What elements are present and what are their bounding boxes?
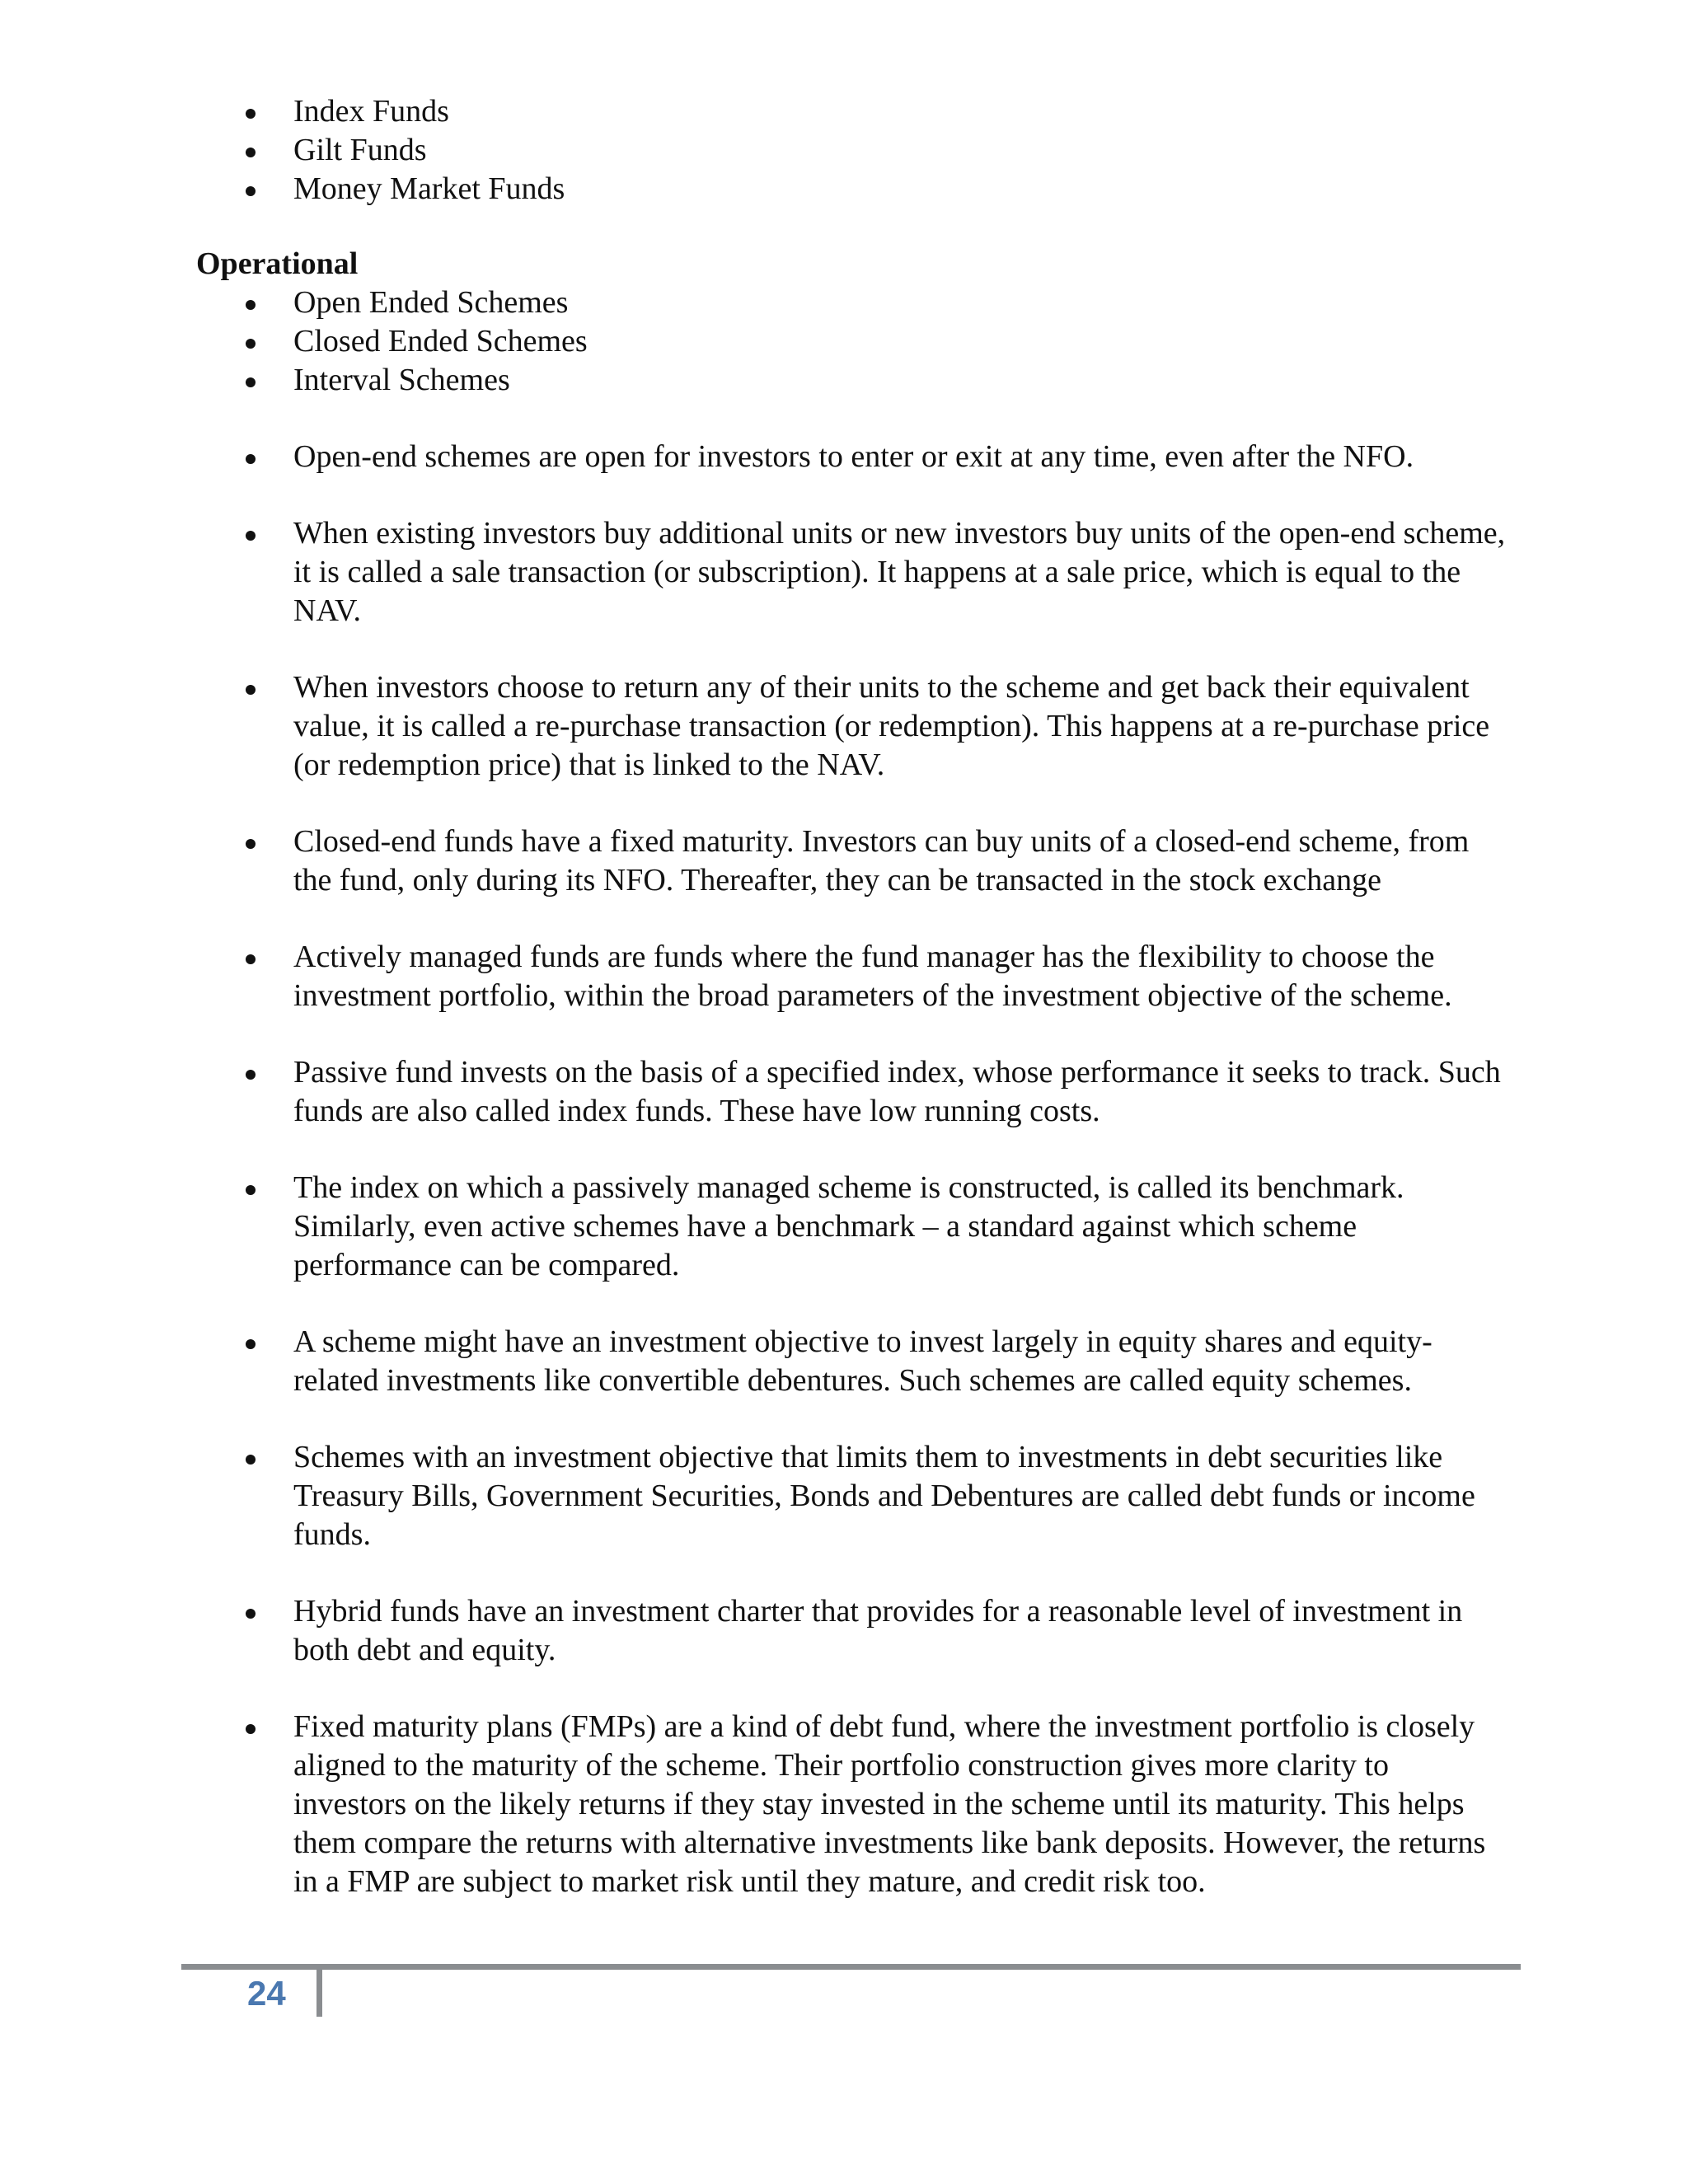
list-item-text: Gilt Funds: [293, 133, 427, 167]
list-item-text: Index Funds: [293, 94, 449, 129]
paragraph-item: [196, 514, 1507, 630]
page-content: [196, 92, 1507, 1939]
list-item-text: Open Ended Schemes: [293, 285, 569, 320]
list-item: [196, 361, 1507, 400]
paragraph-item: [196, 938, 1507, 1015]
paragraph-text: A scheme might have an investment objective to invest largely in equity shares and equity-related investments like convertible debentures. Such schemes are called equity schemes.: [293, 1324, 1432, 1398]
paragraph-text: Closed-end funds have a fixed maturity. Investors can buy units of a closed-end scheme, from the fund, only during its NFO. Thereafter, they can be transacted in the stock exchange: [293, 824, 1470, 898]
paragraph-item: [196, 668, 1507, 785]
paragraph-item: [196, 823, 1507, 900]
bullet-icon: [246, 109, 256, 119]
bullet-icon: [246, 377, 256, 387]
bullet-icon: [246, 300, 256, 310]
paragraph-text: Passive fund invests on the basis of a specified index, whose performance it seeks to track. Such funds are also called index funds. These have low running costs.: [293, 1055, 1501, 1128]
paragraph-item: [196, 438, 1507, 476]
bullet-icon: [246, 1185, 256, 1195]
paragraph-text: The index on which a passively managed scheme is constructed, is called its benchmark. Similarly, even active schemes have a benchmark – a standard against which scheme performance can be compared.: [293, 1170, 1404, 1282]
paragraph-item: [196, 1592, 1507, 1670]
bullet-icon: [246, 954, 256, 964]
list-item: [196, 170, 1507, 209]
paragraph-text: When investors choose to return any of their units to the scheme and get back their equivalent value, it is called a re-purchase transaction (or redemption). This happens at a re-purchase price (or redemption price) that is linked to the NAV.: [293, 670, 1490, 782]
bullet-icon: [246, 685, 256, 695]
fund-types-list: [196, 92, 1507, 209]
list-item-text: Interval Schemes: [293, 363, 510, 397]
bullet-icon: [246, 839, 256, 849]
bullet-icon: [246, 1724, 256, 1734]
bullet-icon: [246, 1339, 256, 1349]
bullet-icon: [246, 339, 256, 349]
paragraph-item: [196, 1438, 1507, 1554]
paragraph-text: Hybrid funds have an investment charter that provides for a reasonable level of investment in both debt and equity.: [293, 1594, 1463, 1667]
list-item: [196, 92, 1507, 131]
page-number: 24: [247, 1974, 286, 2013]
bullet-icon: [246, 186, 256, 196]
bullet-icon: [246, 531, 256, 541]
list-item-text: Closed Ended Schemes: [293, 324, 588, 359]
footer-rule: [181, 1964, 1521, 1970]
paragraph-item: [196, 1323, 1507, 1400]
footer-divider: [316, 1964, 322, 2017]
paragraph-text: Schemes with an investment objective that limits them to investments in debt securities like Treasury Bills, Government Securities, Bonds and Debentures are called debt funds or income funds.: [293, 1440, 1475, 1552]
list-item-text: Money Market Funds: [293, 171, 565, 206]
list-item: [196, 322, 1507, 361]
paragraph-text: Open-end schemes are open for investors to enter or exit at any time, even after the NFO.: [293, 439, 1414, 474]
bullet-icon: [246, 1070, 256, 1080]
bullet-icon: [246, 1455, 256, 1465]
bullet-icon: [246, 148, 256, 157]
operational-list: [196, 284, 1507, 400]
list-item: [196, 131, 1507, 170]
spacer: [196, 400, 1507, 438]
list-item: [196, 284, 1507, 322]
paragraph-item: [196, 1708, 1507, 1901]
paragraph-text: Fixed maturity plans (FMPs) are a kind of debt fund, where the investment portfolio is closely aligned to the maturity of the scheme. Their portfolio construction gives more clarity to investors on the likely returns if they stay invested in the scheme until its maturity. This helps them compare the returns with alternative investments like bank deposits. However, the returns in a FMP are subject to market risk until they mature, and credit risk too.: [293, 1709, 1486, 1899]
paragraph-text: When existing investors buy additional units or new investors buy units of the open-end scheme, it is called a sale transaction (or subscription). It happens at a sale price, which is equal to the NAV.: [293, 516, 1506, 628]
paragraph-text: Actively managed funds are funds where the fund manager has the flexibility to choose the investment portfolio, within the broad parameters of the investment objective of the scheme.: [293, 940, 1452, 1013]
bullet-icon: [246, 1609, 256, 1619]
bullet-icon: [246, 454, 256, 464]
description-list: [196, 438, 1507, 1901]
section-heading: Operational: [196, 246, 359, 281]
paragraph-item: [196, 1169, 1507, 1285]
paragraph-item: [196, 1053, 1507, 1131]
